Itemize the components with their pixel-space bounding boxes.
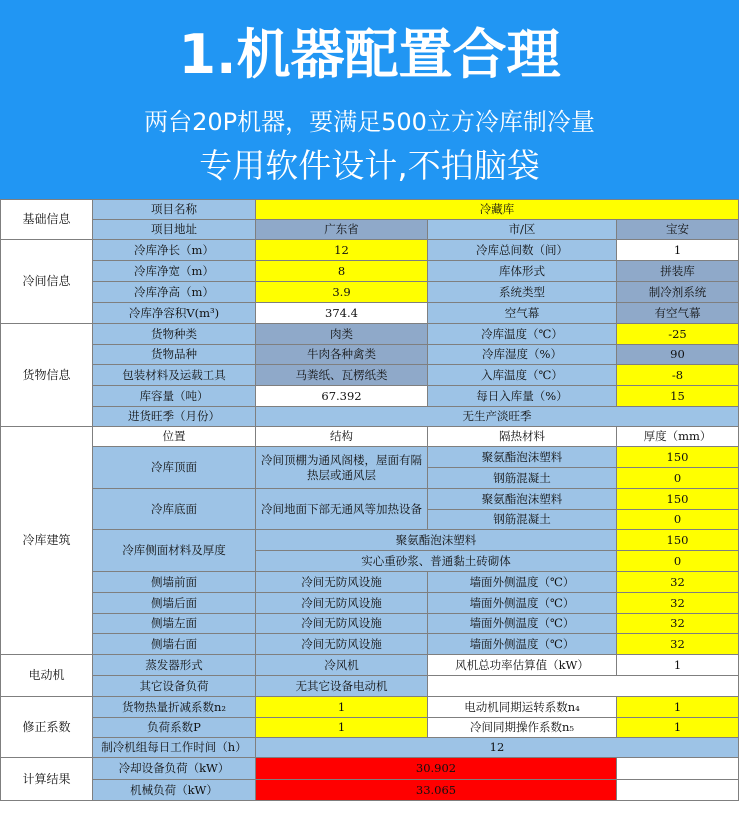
side-insulation-thickness-1: 150 xyxy=(617,530,739,551)
goods-daily-label: 每日入库量（%） xyxy=(428,386,617,407)
operation-sync-value: 1 xyxy=(617,718,739,738)
wall-left-temp-value: 32 xyxy=(617,614,739,634)
room-curtain-label: 空气幕 xyxy=(428,303,617,324)
section-basic-info: 基础信息 xyxy=(0,199,93,240)
other-equipment-blank xyxy=(428,676,739,697)
goods-pack-label: 包装材料及运载工具 xyxy=(93,365,256,386)
address-province: 广东省 xyxy=(256,220,428,240)
room-total-value: 1 xyxy=(617,240,739,261)
side-insulation-material-2: 实心重砂浆、普通黏土砖砌体 xyxy=(256,551,617,572)
cooling-load-value: 30.902 xyxy=(256,758,617,780)
section-building: 冷库建筑 xyxy=(0,427,93,655)
room-height-value: 3.9 xyxy=(256,282,428,303)
room-width-value: 8 xyxy=(256,261,428,282)
goods-humidity-value: 90 xyxy=(617,345,739,365)
room-curtain-value: 有空气幕 xyxy=(617,303,739,324)
load-factor-label: 负荷系数P xyxy=(93,718,256,738)
mechanical-load-label: 机械负荷（kW） xyxy=(93,780,256,801)
room-body-label: 库体形式 xyxy=(428,261,617,282)
other-equipment-value: 无其它设备电动机 xyxy=(256,676,428,697)
wall-left-label: 侧墙左面 xyxy=(93,614,256,634)
room-body-value: 拼装库 xyxy=(617,261,739,282)
building-header-structure: 结构 xyxy=(256,427,428,447)
bottom-insulation-thickness-2: 0 xyxy=(617,510,739,530)
goods-in-temp-value: -8 xyxy=(617,365,739,386)
subtitle-design: 专用软件设计,不拍脑袋 xyxy=(199,146,540,185)
wall-back-structure: 冷间无防风设施 xyxy=(256,593,428,614)
top-insulation-material-1: 聚氨酯泡沫塑料 xyxy=(428,447,617,468)
goods-capacity-value: 67.392 xyxy=(256,386,428,407)
wall-front-temp-value: 32 xyxy=(617,572,739,593)
top-insulation-thickness-2: 0 xyxy=(617,468,739,489)
wall-right-temp-value: 32 xyxy=(617,634,739,655)
building-header-insulation: 隔热材料 xyxy=(428,427,617,447)
wall-front-temp-label: 墙面外侧温度（℃） xyxy=(428,572,617,593)
evaporator-type-value: 冷风机 xyxy=(256,655,428,676)
other-equipment-label: 其它设备负荷 xyxy=(93,676,256,697)
goods-humidity-label: 冷库湿度（%） xyxy=(428,345,617,365)
project-name-label: 项目名称 xyxy=(93,199,256,220)
section-room-info: 冷间信息 xyxy=(0,240,93,324)
motor-sync-value: 1 xyxy=(617,697,739,718)
room-system-label: 系统类型 xyxy=(428,282,617,303)
room-length-value: 12 xyxy=(256,240,428,261)
room-total-label: 冷库总间数（间） xyxy=(428,240,617,261)
wall-left-structure: 冷间无防风设施 xyxy=(256,614,428,634)
heat-reduction-value: 1 xyxy=(256,697,428,718)
daily-hours-label: 制冷机组每日工作时间（h） xyxy=(93,738,256,758)
wall-back-temp-value: 32 xyxy=(617,593,739,614)
bottom-insulation-material-2: 钢筋混凝土 xyxy=(428,510,617,530)
fan-power-label: 风机总功率估算值（kW） xyxy=(428,655,617,676)
operation-sync-label: 冷间同期操作系数n₅ xyxy=(428,718,617,738)
section-correction: 修正系数 xyxy=(0,697,93,758)
mechanical-load-value: 33.065 xyxy=(256,780,617,801)
wall-right-structure: 冷间无防风设施 xyxy=(256,634,428,655)
page-title: 1.机器配置合理 xyxy=(178,23,561,86)
banner-header xyxy=(0,0,739,199)
wall-right-label: 侧墙右面 xyxy=(93,634,256,655)
fan-power-value: 1 xyxy=(617,655,739,676)
goods-capacity-label: 库容量（吨） xyxy=(93,386,256,407)
goods-type-label: 货物种类 xyxy=(93,324,256,345)
section-goods-info: 货物信息 xyxy=(0,324,93,427)
motor-sync-label: 电动机同期运转系数n₄ xyxy=(428,697,617,718)
evaporator-type-label: 蒸发器形式 xyxy=(93,655,256,676)
wall-back-label: 侧墙后面 xyxy=(93,593,256,614)
room-height-label: 冷库净高（m） xyxy=(93,282,256,303)
bottom-surface-structure: 冷间地面下部无通风等加热设备 xyxy=(256,489,428,530)
bottom-insulation-thickness-1: 150 xyxy=(617,489,739,510)
project-name-value: 冷藏库 xyxy=(256,199,739,220)
wall-left-temp-label: 墙面外侧温度（℃） xyxy=(428,614,617,634)
room-length-label: 冷库净长（m） xyxy=(93,240,256,261)
goods-temp-label: 冷库温度（℃） xyxy=(428,324,617,345)
goods-in-temp-label: 入库温度（℃） xyxy=(428,365,617,386)
heat-reduction-label: 货物热量折减系数n₂ xyxy=(93,697,256,718)
bottom-surface-label: 冷库底面 xyxy=(93,489,256,530)
goods-variety-value: 牛肉各种禽类 xyxy=(256,345,428,365)
load-factor-value: 1 xyxy=(256,718,428,738)
wall-front-label: 侧墙前面 xyxy=(93,572,256,593)
subtitle-capacity: 两台20P机器，要满足500立方冷库制冷量 xyxy=(144,108,595,136)
wall-front-structure: 冷间无防风设施 xyxy=(256,572,428,593)
goods-daily-value: 15 xyxy=(617,386,739,407)
side-insulation-thickness-2: 0 xyxy=(617,551,739,572)
mechanical-load-blank xyxy=(617,780,739,801)
wall-back-temp-label: 墙面外侧温度（℃） xyxy=(428,593,617,614)
room-width-label: 冷库净宽（m） xyxy=(93,261,256,282)
top-surface-label: 冷库顶面 xyxy=(93,447,256,489)
goods-season-label: 进货旺季（月份） xyxy=(93,407,256,427)
room-system-value: 制冷剂系统 xyxy=(617,282,739,303)
goods-pack-value: 马粪纸、瓦楞纸类 xyxy=(256,365,428,386)
project-address-label: 项目地址 xyxy=(93,220,256,240)
wall-right-temp-label: 墙面外侧温度（℃） xyxy=(428,634,617,655)
goods-type-value: 肉类 xyxy=(256,324,428,345)
section-result: 计算结果 xyxy=(0,758,93,801)
goods-temp-value: -25 xyxy=(617,324,739,345)
side-surface-label: 冷库侧面材料及厚度 xyxy=(93,530,256,572)
top-surface-structure: 冷间顶棚为通风阁楼，屋面有隔热层或通风层 xyxy=(256,447,428,489)
cooling-load-blank xyxy=(617,758,739,780)
top-insulation-thickness-1: 150 xyxy=(617,447,739,468)
address-district: 宝安 xyxy=(617,220,739,240)
bottom-insulation-material-1: 聚氨酯泡沫塑料 xyxy=(428,489,617,510)
side-insulation-material-1: 聚氨酯泡沫塑料 xyxy=(256,530,617,551)
goods-variety-label: 货物品种 xyxy=(93,345,256,365)
building-header-thickness: 厚度（mm） xyxy=(617,427,739,447)
address-city: 市/区 xyxy=(428,220,617,240)
cooling-load-label: 冷却设备负荷（kW） xyxy=(93,758,256,780)
section-motor: 电动机 xyxy=(0,655,93,697)
daily-hours-value: 12 xyxy=(256,738,739,758)
building-header-position: 位置 xyxy=(93,427,256,447)
room-volume-value: 374.4 xyxy=(256,303,428,324)
top-insulation-material-2: 钢筋混凝土 xyxy=(428,468,617,489)
goods-season-value: 无生产淡旺季 xyxy=(256,407,739,427)
room-volume-label: 冷库净容积V(m³) xyxy=(93,303,256,324)
cold-storage-spec-table xyxy=(0,199,739,822)
